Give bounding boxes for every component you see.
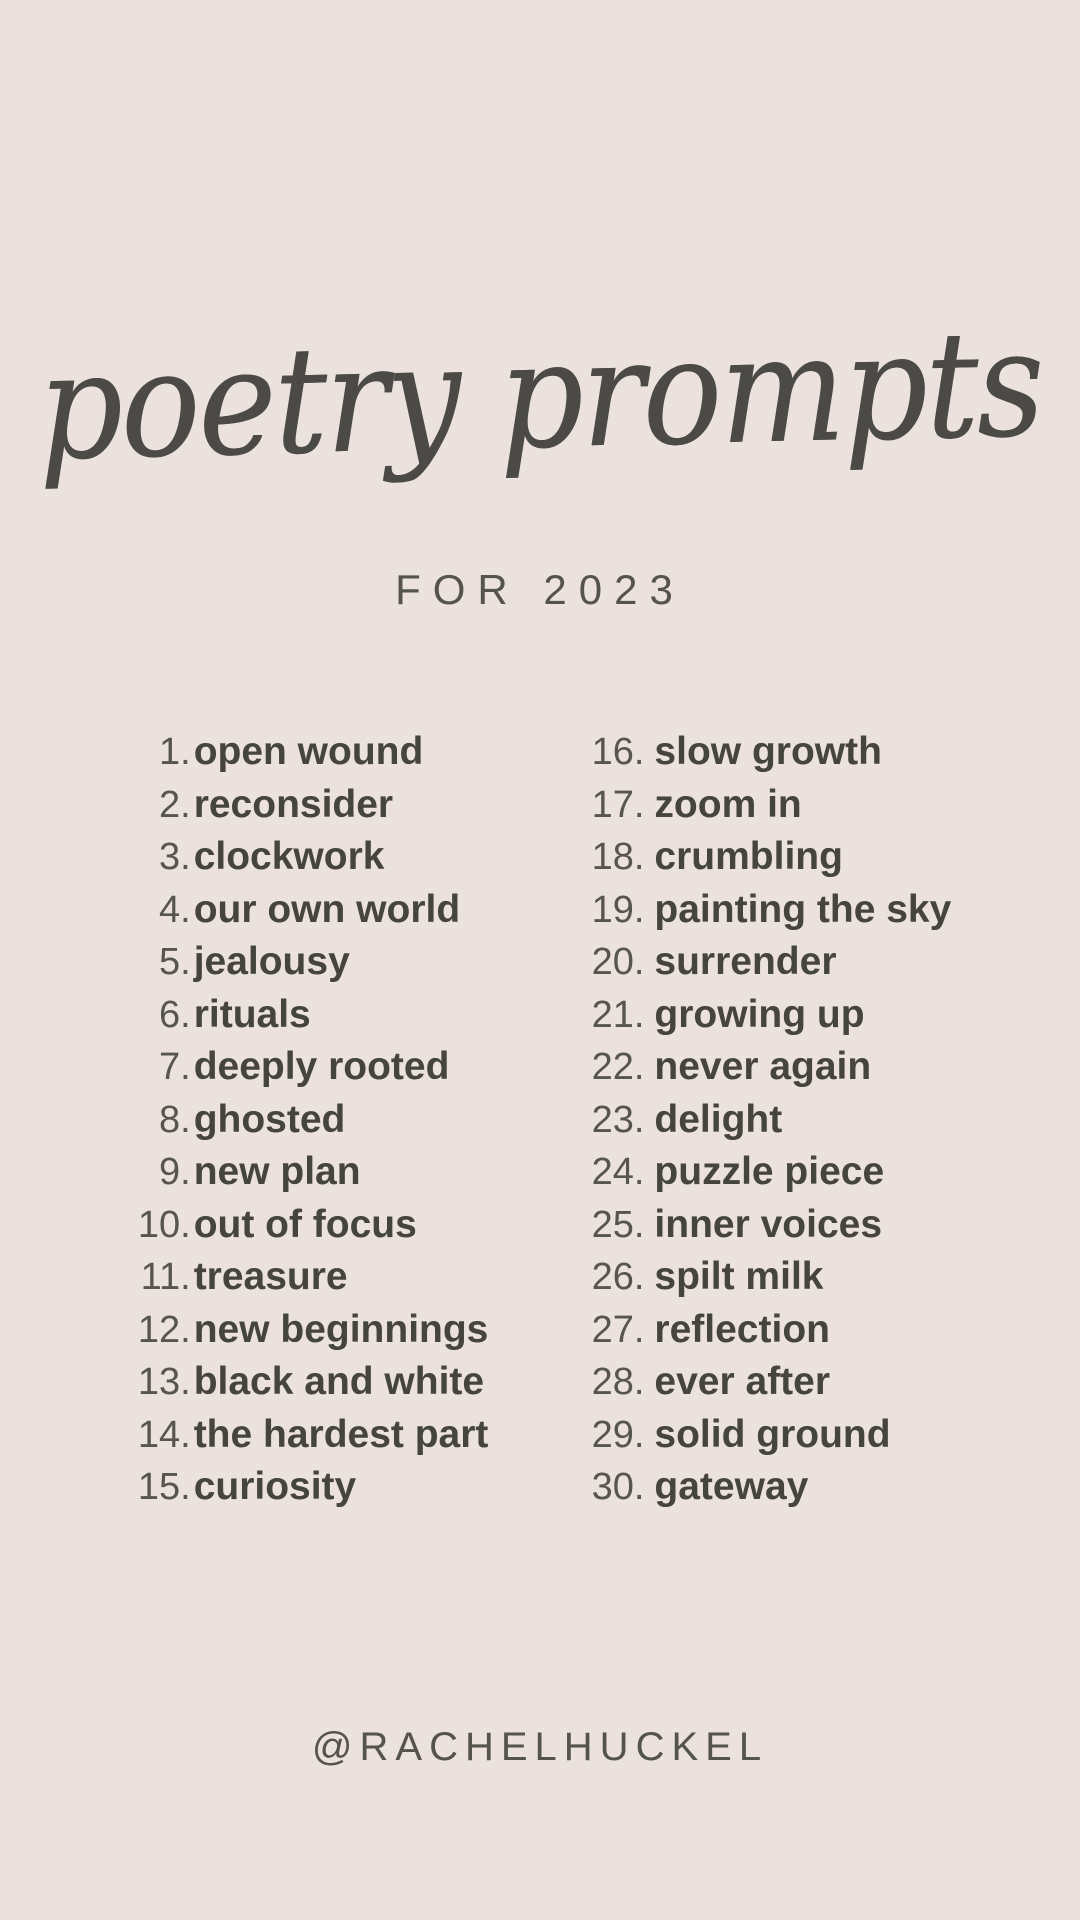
- list-item-number: 23.: [591, 1098, 645, 1141]
- list-item-label: deeply rooted: [193, 1045, 450, 1088]
- list-item-number: 12.: [137, 1308, 191, 1351]
- list-item: [129, 1094, 489, 1147]
- list-item-label: out of focus: [193, 1202, 417, 1246]
- list-item: [129, 1199, 489, 1252]
- list-item-label: treasure: [193, 1255, 348, 1298]
- list-item-label: growing up: [654, 992, 865, 1036]
- list-item-label: ever after: [654, 1360, 831, 1403]
- list-item-number: 13.: [137, 1361, 191, 1403]
- list-item-label: inner voices: [654, 1202, 883, 1246]
- list-item-label: black and white: [193, 1360, 485, 1403]
- list-item: [129, 831, 489, 884]
- list-item-label: our own world: [193, 887, 461, 931]
- list-item-label: gateway: [654, 1465, 809, 1508]
- list-item-label: new plan: [193, 1150, 361, 1193]
- title-block: [0, 298, 1080, 530]
- list-item: [572, 1461, 951, 1514]
- list-item-label: slow growth: [654, 730, 882, 773]
- list-item-number: 16.: [591, 731, 645, 773]
- list-item-label: ghosted: [193, 1097, 346, 1141]
- list-item-number: 6.: [158, 993, 191, 1036]
- list-item-number: 14.: [137, 1413, 191, 1456]
- list-item: [129, 1461, 489, 1514]
- list-item-label: clockwork: [193, 835, 385, 878]
- list-item: [572, 1251, 951, 1304]
- list-item: [129, 1251, 489, 1304]
- list-item-number: 25.: [591, 1203, 645, 1246]
- list-item-label: reconsider: [193, 782, 394, 826]
- list-item-label: the hardest part: [193, 1412, 489, 1456]
- list-item-number: 30.: [591, 1466, 645, 1508]
- list-item-number: 3.: [158, 836, 191, 878]
- list-item: [572, 1199, 951, 1252]
- list-item-label: curiosity: [193, 1465, 357, 1508]
- list-item-label: new beginnings: [193, 1307, 489, 1351]
- list-item-label: crumbling: [654, 835, 843, 878]
- list-item: [572, 1146, 951, 1199]
- page-title: poetry prompts: [36, 298, 1044, 494]
- list-item-number: 20.: [591, 941, 645, 983]
- list-item-number: 9.: [158, 1151, 191, 1193]
- list-item-label: painting the sky: [654, 887, 952, 931]
- list-item-number: 27.: [591, 1308, 645, 1351]
- list-item: [572, 989, 951, 1042]
- list-item: [129, 1356, 489, 1409]
- list-item-label: zoom in: [654, 782, 802, 826]
- list-item: [129, 1146, 489, 1199]
- list-item-number: 11.: [140, 1256, 191, 1298]
- list-item: [129, 989, 489, 1042]
- list-item-number: 21.: [591, 993, 645, 1036]
- list-item-label: jealousy: [193, 940, 350, 983]
- list-item-number: 4.: [158, 888, 191, 931]
- list-item: [129, 1041, 489, 1094]
- list-item-number: 18.: [591, 836, 645, 878]
- list-item: [572, 1304, 951, 1357]
- author-handle: @RACHELHUCKEL: [311, 1725, 769, 1769]
- prompts-column-right: [572, 726, 951, 1514]
- page-subtitle: FOR 2023: [395, 566, 685, 613]
- list-item-label: open wound: [193, 730, 424, 773]
- list-item-number: 2.: [158, 783, 191, 826]
- list-item: [129, 1409, 489, 1462]
- list-item-label: surrender: [654, 940, 837, 983]
- list-item: [129, 936, 489, 989]
- list-item: [572, 936, 951, 989]
- list-item-label: delight: [654, 1097, 783, 1141]
- list-item: [572, 1041, 951, 1094]
- list-item-number: 7.: [158, 1046, 191, 1088]
- list-item-number: 15.: [137, 1466, 191, 1508]
- list-item: [572, 831, 951, 884]
- list-item-label: solid ground: [654, 1412, 891, 1456]
- list-item: [129, 1304, 489, 1357]
- list-item-label: puzzle piece: [654, 1150, 885, 1193]
- list-item-number: 17.: [591, 783, 645, 826]
- list-item-label: rituals: [193, 992, 311, 1036]
- list-item: [129, 726, 489, 779]
- prompts-lists: [0, 726, 1080, 1514]
- list-item-label: never again: [654, 1045, 872, 1088]
- list-item: [572, 1356, 951, 1409]
- list-item: [572, 1409, 951, 1462]
- list-item: [129, 779, 489, 832]
- list-item: [129, 884, 489, 937]
- list-item-number: 5.: [158, 941, 191, 983]
- list-item-label: reflection: [654, 1307, 830, 1351]
- list-item-number: 26.: [591, 1256, 645, 1298]
- list-item: [572, 884, 951, 937]
- prompts-column-left: [129, 726, 489, 1514]
- list-item-number: 10.: [137, 1203, 191, 1246]
- list-item-number: 8.: [158, 1098, 191, 1141]
- list-item-label: spilt milk: [654, 1255, 824, 1298]
- list-item-number: 19.: [591, 888, 645, 931]
- list-item-number: 24.: [591, 1151, 645, 1193]
- list-item-number: 22.: [591, 1046, 645, 1088]
- list-item-number: 29.: [591, 1413, 645, 1456]
- list-item: [572, 779, 951, 832]
- list-item: [572, 1094, 951, 1147]
- list-item-number: 1.: [158, 731, 191, 773]
- list-item-number: 28.: [591, 1361, 645, 1403]
- list-item: [572, 726, 951, 779]
